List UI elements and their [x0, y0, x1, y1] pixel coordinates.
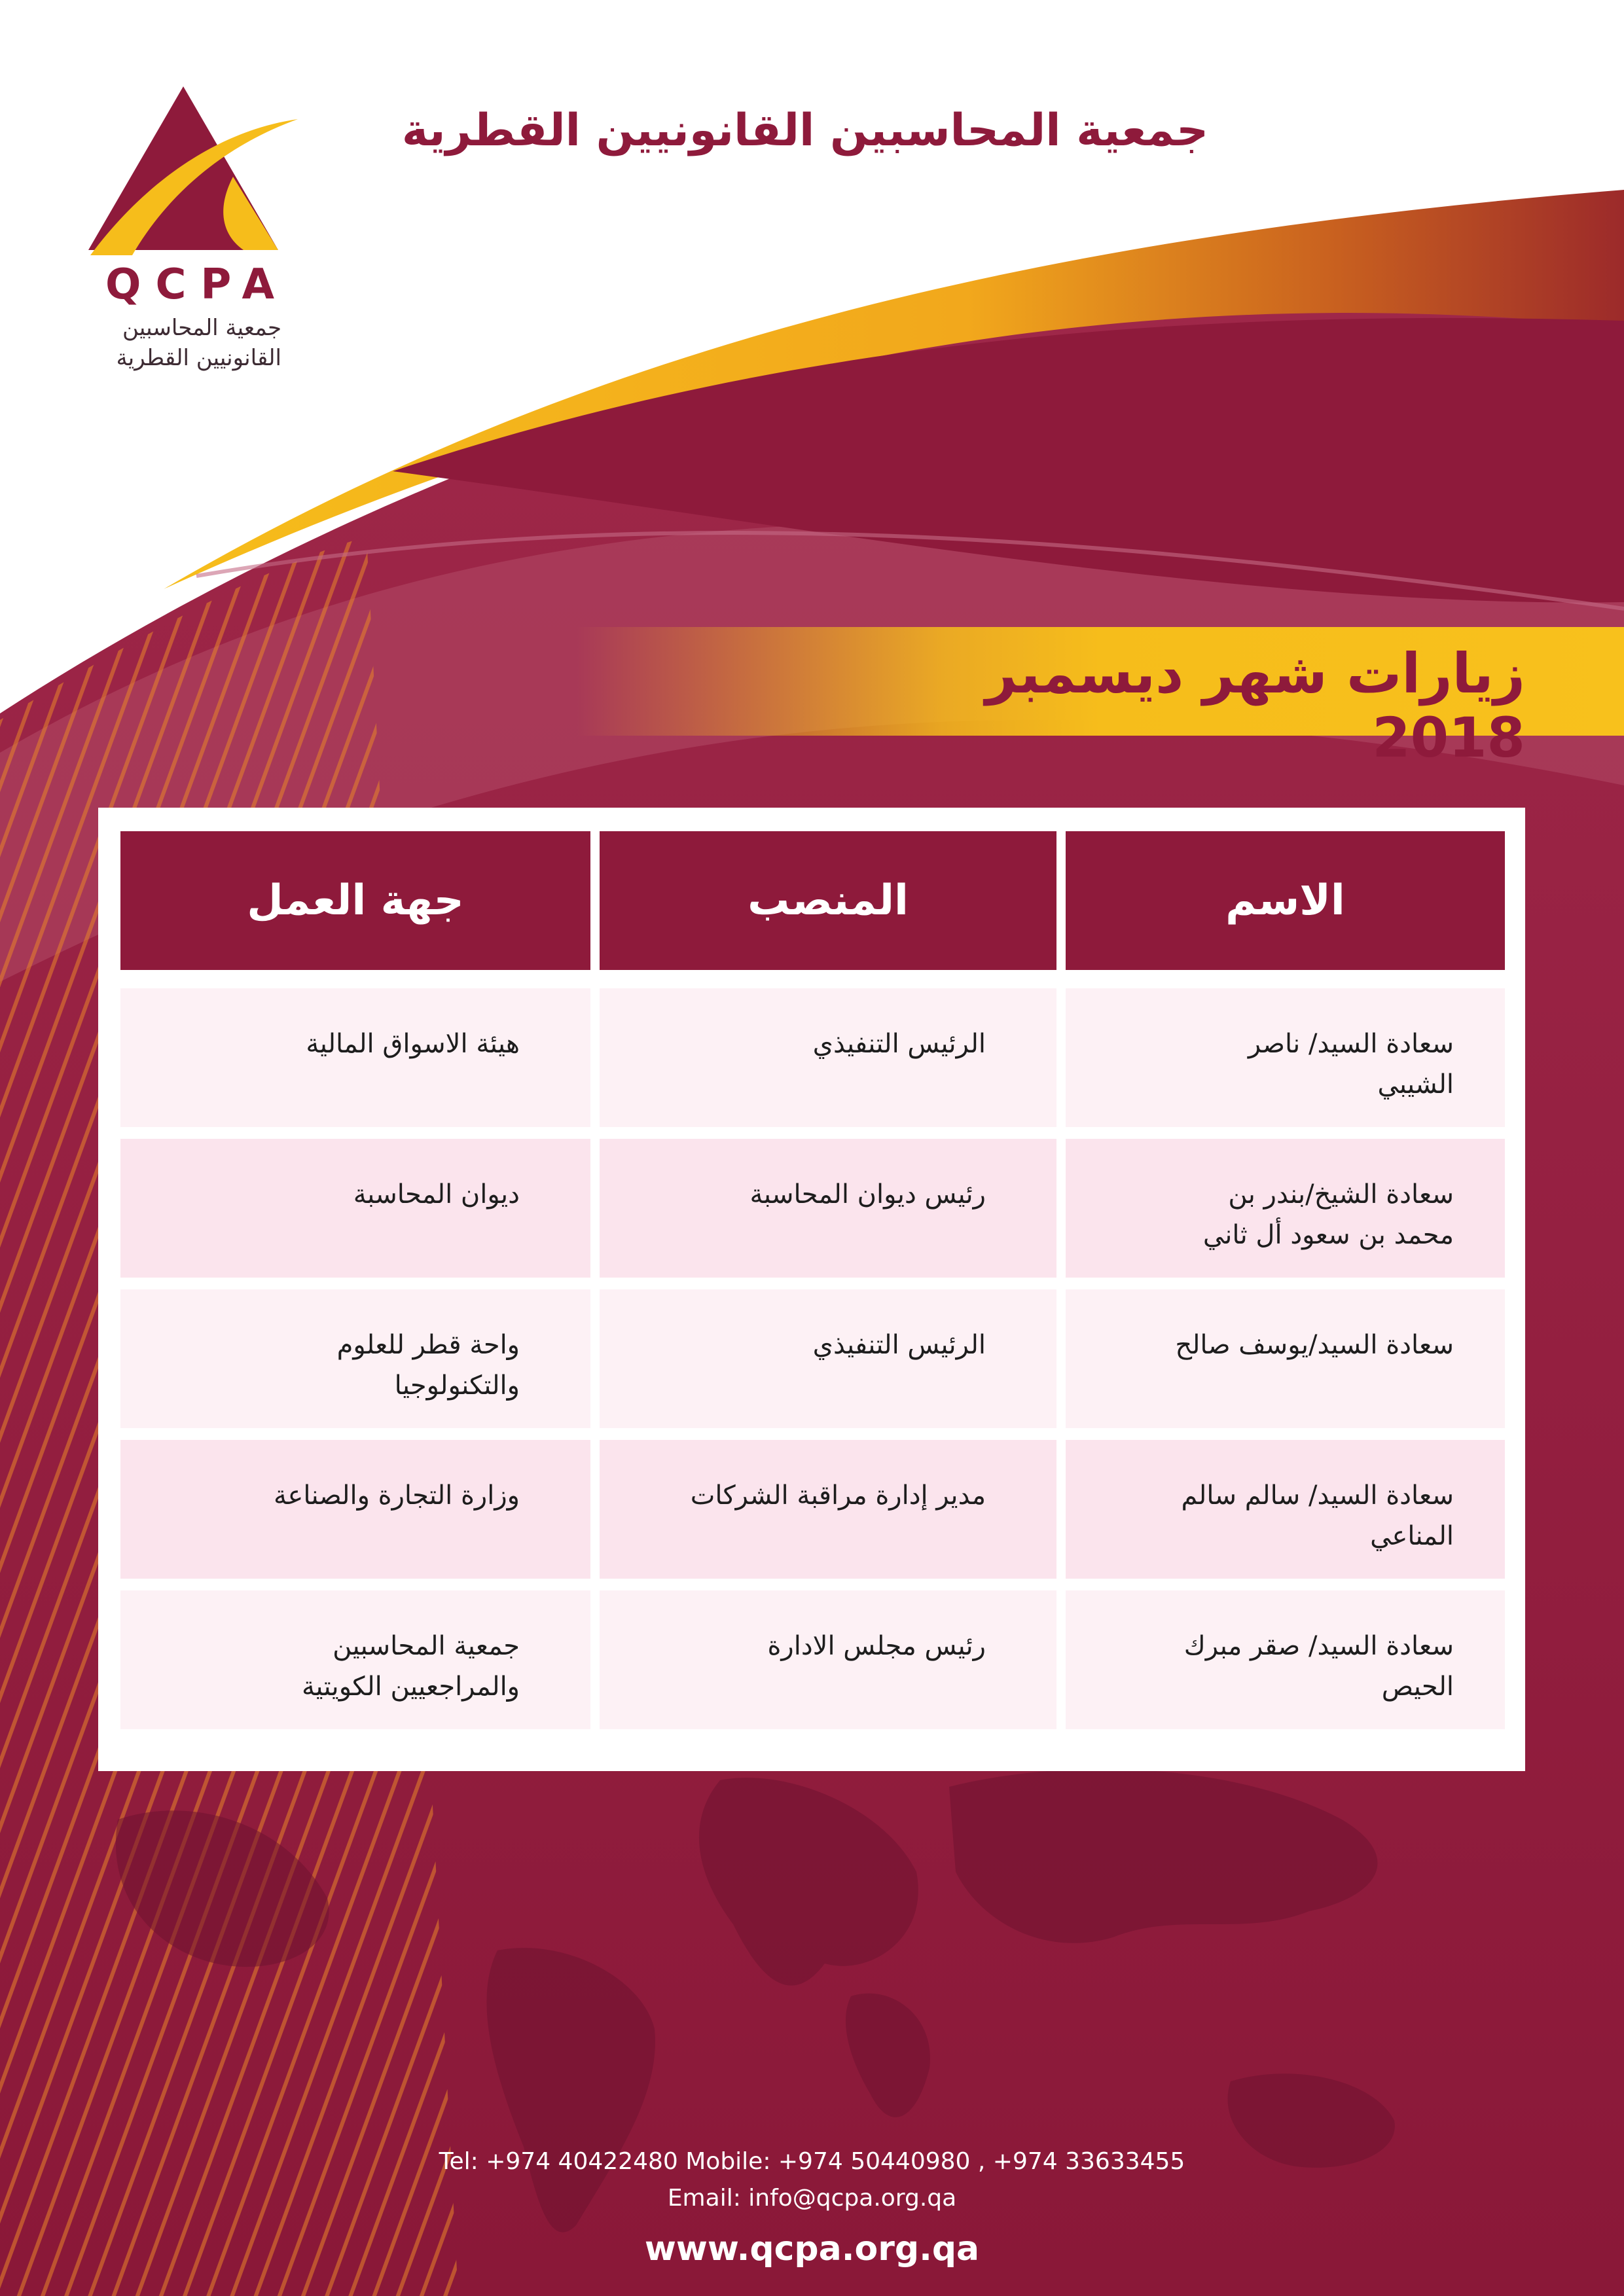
cell-position: الرئيس التنفيذي: [600, 1289, 1056, 1428]
header-employer: جهة العمل: [120, 831, 590, 970]
logo-acronym: QCPA: [105, 260, 289, 309]
cell-position: رئيس ديوان المحاسبة: [600, 1139, 1056, 1278]
header-title: جمعية المحاسبين القانونيين القطرية: [401, 105, 1209, 156]
cell-employer: [120, 1139, 590, 1278]
table-row: [1066, 1590, 1505, 1729]
cell-name-line2: الشيبي: [1377, 1069, 1454, 1100]
table-row: [1066, 1440, 1505, 1579]
cell-employer-line1: هيئة الاسواق المالية: [306, 1029, 520, 1059]
cell-employer: [120, 988, 590, 1127]
logo-name-line1: جمعية المحاسبين: [122, 315, 281, 341]
cell-employer-line1: جمعية المحاسبين: [333, 1631, 520, 1661]
cell-name-line1: سعادة السيد/ ناصر: [1248, 1029, 1454, 1059]
footer-phones: Tel: +974 40422480 Mobile: +974 50440980 , +974 33633455: [439, 2148, 1185, 2175]
cell-employer: [120, 1590, 590, 1729]
cell-name-line1: سعادة الشيخ/بندر بن: [1228, 1179, 1454, 1210]
cell-employer: [120, 1289, 590, 1428]
footer-website[interactable]: www.qcpa.org.qa: [644, 2229, 980, 2269]
logo-org-name: [72, 313, 281, 373]
logo-name-line2: القانونيين القطرية: [116, 345, 281, 371]
header-position: المنصب: [600, 831, 1056, 970]
table-row: [1066, 1289, 1505, 1428]
cell-position: رئيس مجلس الادارة: [600, 1590, 1056, 1729]
cell-employer-line1: واحة قطر للعلوم: [336, 1330, 520, 1360]
cell-position: مدير إدارة مراقبة الشركات: [600, 1440, 1056, 1579]
cell-employer-line1: ديوان المحاسبة: [353, 1179, 520, 1210]
cell-position: الرئيس التنفيذي: [600, 988, 1056, 1127]
banner-title: زيارات شهر ديسمبر 2018: [985, 641, 1525, 770]
header-name: الاسم: [1066, 831, 1505, 970]
cell-employer-line1: وزارة التجارة والصناعة: [274, 1480, 520, 1511]
cell-employer-line2: والمراجعيين الكويتية: [301, 1672, 520, 1702]
cell-name-line1: سعادة السيد/يوسف صالح: [1175, 1330, 1454, 1360]
visits-table: [98, 808, 1525, 1771]
footer-email[interactable]: Email: info@qcpa.org.qa: [667, 2185, 957, 2212]
cell-employer-line2: والتكنولوجيا: [394, 1371, 520, 1401]
cell-name-line2: محمد بن سعود أل ثاني: [1202, 1220, 1454, 1250]
cell-name-line2: المناعي: [1370, 1521, 1454, 1551]
cell-employer: [120, 1440, 590, 1579]
cell-name-line1: سعادة السيد/ سالم سالم: [1181, 1480, 1454, 1511]
table-row: [1066, 1139, 1505, 1278]
cell-name-line2: الحيص: [1381, 1672, 1454, 1702]
table-row: [1066, 988, 1505, 1127]
cell-name-line1: سعادة السيد/ صقر مبرك: [1183, 1631, 1454, 1661]
